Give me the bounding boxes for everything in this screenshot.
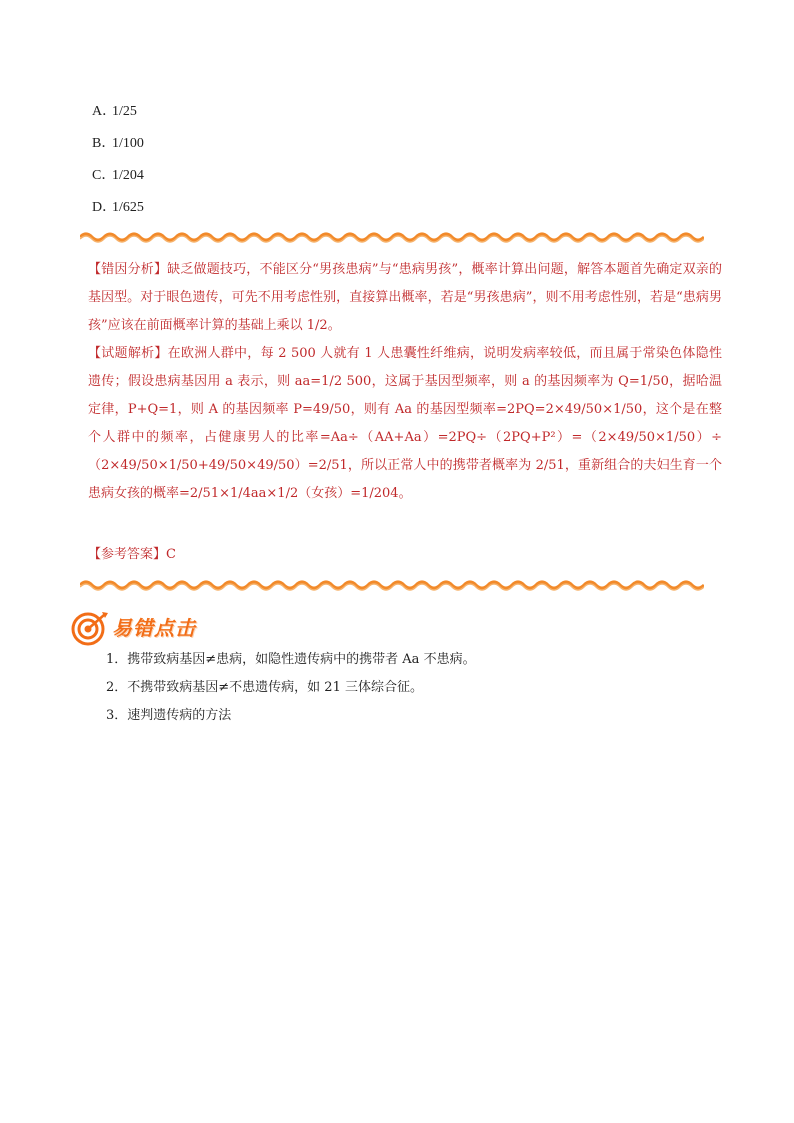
solution-tag: 【试题解析】 — [88, 346, 168, 361]
error-analysis-text: 缺乏做题技巧，不能区分“男孩患病”与“患病男孩”，概率计算出问题，解答本题首先确定双亲的基因型。对于眼色遗传，可先不用考虑性别，直接算出概率，若是“男孩患病”，则不用考虑性别，若是“患病男孩”应该在前面概率计算的基础上乘以 1/2。 — [88, 262, 722, 333]
option-letter: C． — [92, 168, 116, 183]
error-analysis — [88, 256, 722, 340]
option-letter: A． — [92, 104, 117, 119]
option-text: 1/625 — [112, 200, 144, 215]
tip-item: 1．携带致病基因≠患病，如隐性遗传病中的携带者 Aa 不患病。 — [106, 652, 476, 667]
wave-divider-icon — [80, 578, 704, 592]
answer-tag: 【参考答案】 — [88, 547, 167, 562]
answer — [88, 541, 722, 569]
option-a — [92, 100, 137, 120]
option-text: 1/100 — [112, 136, 144, 151]
answer-text: C — [166, 547, 176, 562]
solution — [88, 340, 722, 508]
wave-divider-icon — [80, 230, 704, 244]
option-letter: D． — [92, 200, 117, 215]
option-d — [92, 196, 144, 216]
option-b — [92, 132, 144, 152]
option-text: 1/25 — [112, 104, 137, 119]
section-title: 易错点击 — [112, 616, 196, 640]
solution-text: 在欧洲人群中，每 2 500 人就有 1 人患囊性纤维病，说明发病率较低，而且属于常染色体隐性遗传；假设患病基因用 a 表示，则 aa=1/2 500，这属于基因型频率，则 a 的基因频率为 Q=1/50，据哈温定律，P+Q=1，则 A 的基因频率 P=49/50，则有 Aa 的基因型频率=2PQ=2×49/50×1/50，这个是在整个人群中的频率，占健康男人的比率=Aa÷（AA+Aa）=2PQ÷（2PQ+P²）=（2×49/50×1/50）÷（2×49/50×1/50+49/50×49/50）=2/51，所以正常人中的携带者概率为 2/51，重新组合的夫妇生育一个患病女孩的概率=2/51×1/4aa×1/2（女孩）=1/204。 — [88, 346, 722, 501]
tip-item: 3．速判遗传病的方法 — [106, 708, 232, 723]
option-letter: B． — [92, 136, 116, 151]
tip-item: 2．不携带致病基因≠不患遗传病，如 21 三体综合征。 — [106, 680, 423, 695]
option-text: 1/204 — [112, 168, 144, 183]
error-analysis-tag: 【错因分析】 — [88, 262, 168, 277]
option-c — [92, 164, 144, 184]
